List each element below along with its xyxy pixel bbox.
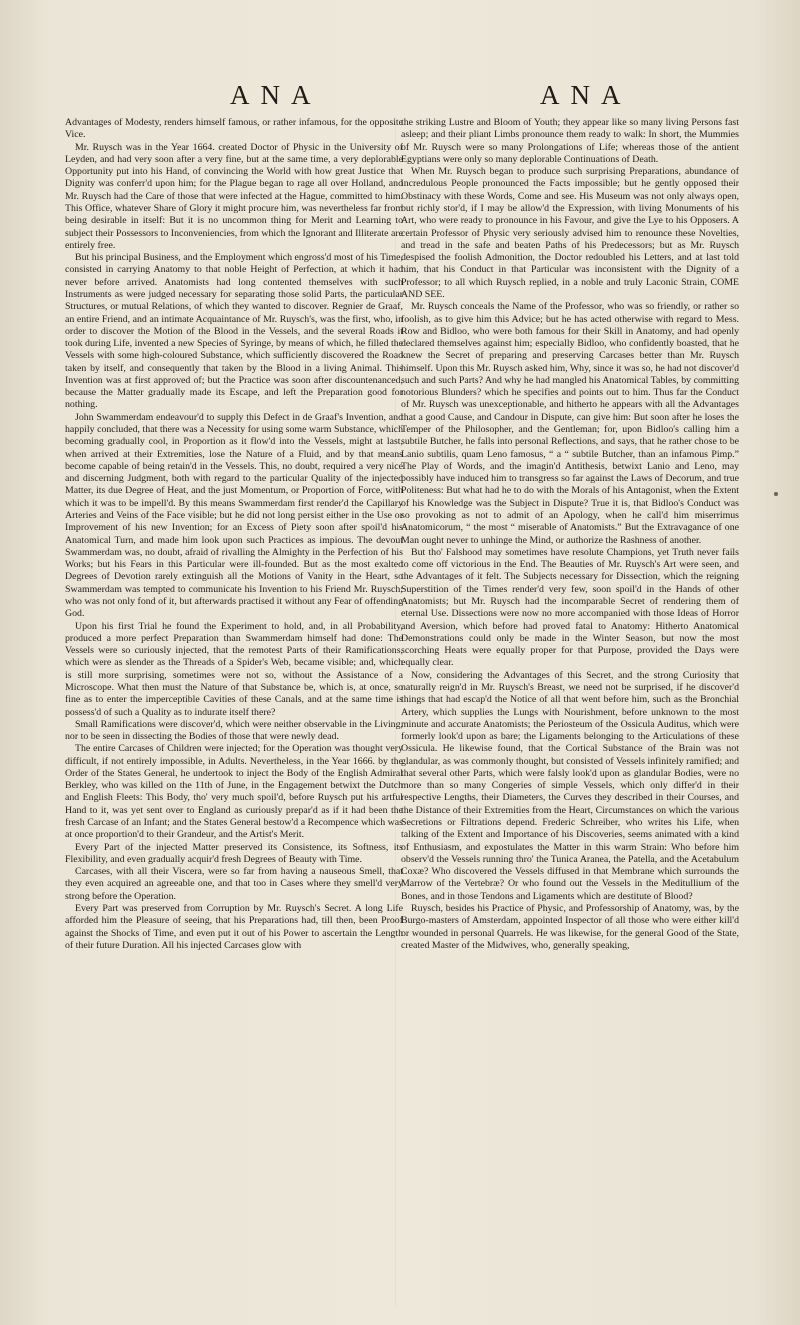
- paragraph: Ruysch, besides his Practice of Physic, and Professorship of Anatomy, was, by the Burgo-masters of Amsterdam, appointed Inspector of all those who were either kill'd or wounded in personal Quarrels. He was likewise, for the general Good of the State, created Master of the Midwives, who, generally speaking,: [401, 903, 739, 951]
- paragraph: But his principal Business, and the Employment which engross'd most of his Time, consisted in carrying Anatomy to that noble Height of Perfection, at which it had never before arrived. Anatomists had long contented themselves with such Instruments as were judged necessary for separating those solid Parts, the particular Structures, or mutual Relations, of which they wanted to discover. Regnier de Graaf, an entire Friend, and an intimate Acquaintance of Mr. Ruysch's, was the first, who, in order to discover the Motion of the Blood in the Vessels, and the several Roads it took during Life, invented a new Species of Syringe, by means of which, he filled the Vessels with some high-coloured Substance, which sufficiently discovered the Road taken by itself, and consequently that taken by the Blood in a living Animal. This Invention was at first approved of; but the Practice was soon after discountenanced, because the Matter gradually made its Escape, and left the Preparation good for nothing.: [65, 252, 403, 411]
- paragraph: Advantages of Modesty, renders himself famous, or rather infamous, for the opposite Vice.: [65, 117, 403, 141]
- paragraph: Mr. Ruysch was in the Year 1664. created Doctor of Physic in the University of Leyden, and had very soon after a very fine, but at the same time, a very deplorable Opportunity put into his Hand, of convincing the World with how great Justice that Dignity was conferr'd upon him; for the Plague began to rage all over Holland, and Mr. Ruysch had the Care of those that were infected at the Hague, committed to him. This Office, whatever Share of Glory it might procure him, was nevertheless far from being desirable in itself: But it is no uncommon thing for Merit and Learning to subject their Possessors to Inconveniencies, from which the Ignorant and Illiterate are entirely free.: [65, 141, 403, 251]
- paragraph: But tho' Falshood may sometimes have resolute Champions, yet Truth never fails to come off victorious in the End. The Beauties of Mr. Ruysch's Art were seen, and the Advantages of it felt. The Subjects necessary for Dissection, which the reigning Superstition of the Times render'd very few, soon spoil'd in the Hands of other Anatomists; but Mr. Ruysch had the incomparable Secret of rendering them of eternal Use. Dissections were now no more accompanied with those Ideas of Horror and Aversion, which before had proved fatal to Anatomy: Hitherto Anatomical Demonstrations could only be made in the Winter Season, but now the most scorching Heats were equally proper for that Purpose, provided the Days were equally clear.: [401, 546, 739, 669]
- left-column: [65, 117, 403, 1312]
- paragraph: Upon his first Trial he found the Experiment to hold, and, in all Probability, produced a more perfect Preparation than Swammerdam himself had done: The Vessels were so curiously injected, that the remotest Parts of their Ramifications, which were as slender as the Threads of a Spider's Web, became visible; and, which is still more surprising, sometimes were not so, without the Assistance of a Microscope. What then must the Nature of that Substance be, which is, at once, so fine as to enter the imperceptible Cavities of these Canals, and at the same time is possess'd of such a Quality as to indurate itself there?: [65, 620, 403, 718]
- right-column: [401, 117, 739, 1312]
- paragraph: the striking Lustre and Bloom of Youth; they appear like so many living Persons fast asleep; and their pliant Limbs pronounce them ready to walk: In short, the Mummies of Mr. Ruysch were so many Prolongations of Life; whereas those of the antient Egyptians were only so many deplorable Continuations of Death.: [401, 117, 739, 165]
- paragraph: Every Part was preserved from Corruption by Mr. Ruysch's Secret. A long Life afforded him the Pleasure of seeing, that his Preparations had, till then, been Proof against the Shocks of Time, and even put it out of his Power to ascertain the Length of their future Duration. All his injected Carcases glow with: [65, 903, 403, 951]
- paragraph: Now, considering the Advantages of this Secret, and the strong Curiosity that naturally reign'd in Mr. Ruysch's Breast, we need not be surprised, if he discover'd things that had escap'd the Notice of all that went before him, such as the Bronchial Artery, which supplies the Lungs with Nourishment, before unknown to the most minute and accurate Anatomists; the Periosteum of the Ossicula Auditus, which were formerly look'd upon as bare; the Ligaments belonging to the Articulations of these Ossicula. He likewise found, that the Cortical Substance of the Brain was not glandular, as was commonly thought, but consisted of Vessels infinitely ramified; and that several other Parts, which were falsly look'd upon as glandular Bodies, were no more than so many Congeries of simple Vessels, which only differ'd in their respective Lengths, their Diameters, the Curves they described in their Courses, and the Distance of their Extremities from the Heart, Circumstances on which the various Secretions or Filtrations depend. Frederic Schreiber, who writes his Life, when talking of the Extent and Importance of his Discoveries, seems animated with a kind of Enthusiasm, and expostulates the Matter in this warm Strain: Who before him observ'd the Vessels running thro' the Tunica Aranea, the Patella, and the Acetabulum Coxæ? Who discovered the Vessels diffused in that Membrane which surrounds the Marrow of the Vertebræ? Or who found out the Vessels in the Meditullium of the Bones, and in those Tendons and Ligaments which are destitute of Blood?: [401, 669, 739, 902]
- paragraph: When Mr. Ruysch began to produce such surprising Preparations, abundance of incredulous People pronounced the Facts impossible; but he gently opposed their Obstinacy with these Words, Come and see. His Museum was not only always open, but richly stor'd, if I may be allow'd the Expression, with living Monuments of his Art, who were ready to pronounce in his Favour, and give the Lye to his Opposers. A certain Professor of Physic very seriously advised him to renounce these Novelties, and tread in the safe and beaten Paths of his Predecessors; but as Mr. Ruysch despised the foolish Admonition, the Doctor redoubled his Letters, and at last told him, that his Conduct in that Particular was inconsistent with the Dignity of a Professor; to all which Ruysch replied, in a noble and truly Laconic Strain, COME AND SEE.: [401, 166, 739, 300]
- paragraph: Every Part of the injected Matter preserved its Consistence, its Softness, its Flexibility, and even gradually acquir'd fresh Degrees of Beauty with Time.: [65, 841, 403, 865]
- ink-speck: [774, 492, 778, 496]
- running-head-right: ANA: [540, 80, 632, 110]
- paragraph: The entire Carcases of Children were injected; for the Operation was thought very difficult, if not entirely impossible, in Adults. Nevertheless, in the Year 1666. by the Order of the States General, he undertook to inject the Body of the English Admiral Berkley, who was killed on the 11th of June, in the Engagement betwixt the Dutch and English Fleets: This Body, tho' very much spoil'd, before Ruysch put his artful Hand to it, was yet sent over to England as curiously prepar'd as if it had been the fresh Carcase of an Infant; and the States General bestow'd a Recompence which was at once proportion'd to their Grandeur, and the Artist's Merit.: [65, 743, 403, 841]
- column-gutter: [395, 117, 396, 1307]
- paragraph: Small Ramifications were discover'd, which were neither observable in the Living, nor to be seen in dissecting the Bodies of those that were newly dead.: [65, 718, 403, 743]
- paragraph: Carcases, with all their Viscera, were so far from having a nauseous Smell, that they even acquired an agreeable one, and that too in Cases where they smell'd very strong before the Operation.: [65, 866, 403, 902]
- paragraph: John Swammerdam endeavour'd to supply this Defect in de Graaf's Invention, and happily concluded, that there was a Necessity for using some warm Substance, which becoming gradually cool, in Proportion as it flow'd into the Vessels, might at last, when arrived at their Extremities, lose the Nature of a Fluid, and by that means become capable of being retain'd in the Vessels. This, no doubt, required a very nice and discerning Judgment, both with regard to the particular Quality of the injected Matter, its due Degree of Heat, and the just Momentum, or Proportion of Force, with which it was to be impell'd. By this means Swammerdam first render'd the Capillary Arteries and Veins of the Face visible; but he did not long persist either in the Use or Improvement of his new Invention; for an Excess of Piety soon after spoil'd his Anatomical Turn, and made him look upon such Practices as impious. The devout Swammerdam was, no doubt, afraid of rivalling the Almighty in the Perfection of his Works; but his Fears in this Particular were ill-founded. But as the most exalted Degrees of Devotion rarely extinguish all the Motions of Vanity in the Heart, so Swammerdam was tempted to communicate his Invention to his Friend Mr. Ruysch; who was not only fond of it, but afterwards practised it without any Fear of offending God.: [65, 411, 403, 620]
- paragraph: Mr. Ruysch conceals the Name of the Professor, who was so friendly, or rather so foolish, as to give him this Advice; but he has acted otherwise with regard to Mess. Row and Bidloo, who were both famous for their Skill in Anatomy, and had openly declared themselves against him; especially Bidloo, who confidently boasted, that he knew the Secret of preparing and preserving Carcases better than Mr. Ruysch himself. Upon this Mr. Ruysch asked him, Why, since it was so, he had not discover'd such and such Parts? And why he had mangled his Anatomical Tables, by committing notorious Blunders? which he specifies and points out to him. Thus far the Conduct of Mr. Ruysch was unexceptionable, and hitherto he appears with all the Advantages that a good Cause, and Candour in Dispute, can give him: But soon after he loses the Temper of the Philosopher, and the Gentleman; for, upon Bidloo's calling him a subtile Butcher, he falls into personal Reflections, and says, that he rather chose to be Lanio subtilis, quam Leno famosus, “ a “ subtile Butcher, than an infamous Pimp.” The Play of Words, and the imagin'd Antithesis, betwixt Lanio and Leno, may possibly have induced him to transgress so far against the Laws of Decorum, and true Politeness: But what had he to do with the Morals of his Antagonist, when the Extent of his Knowledge was the Subject in Dispute? True it is, that Bidloo's Conduct was so provoking as not to admit of an Apology, when he call'd him miserrimus Anatomicorum, “ the most “ miserable of Anatomists.” But the Extravagance of one Man ought never to unhinge the Mind, or authorize the Rashness of another.: [401, 301, 739, 546]
- running-head-left: ANA: [230, 80, 322, 110]
